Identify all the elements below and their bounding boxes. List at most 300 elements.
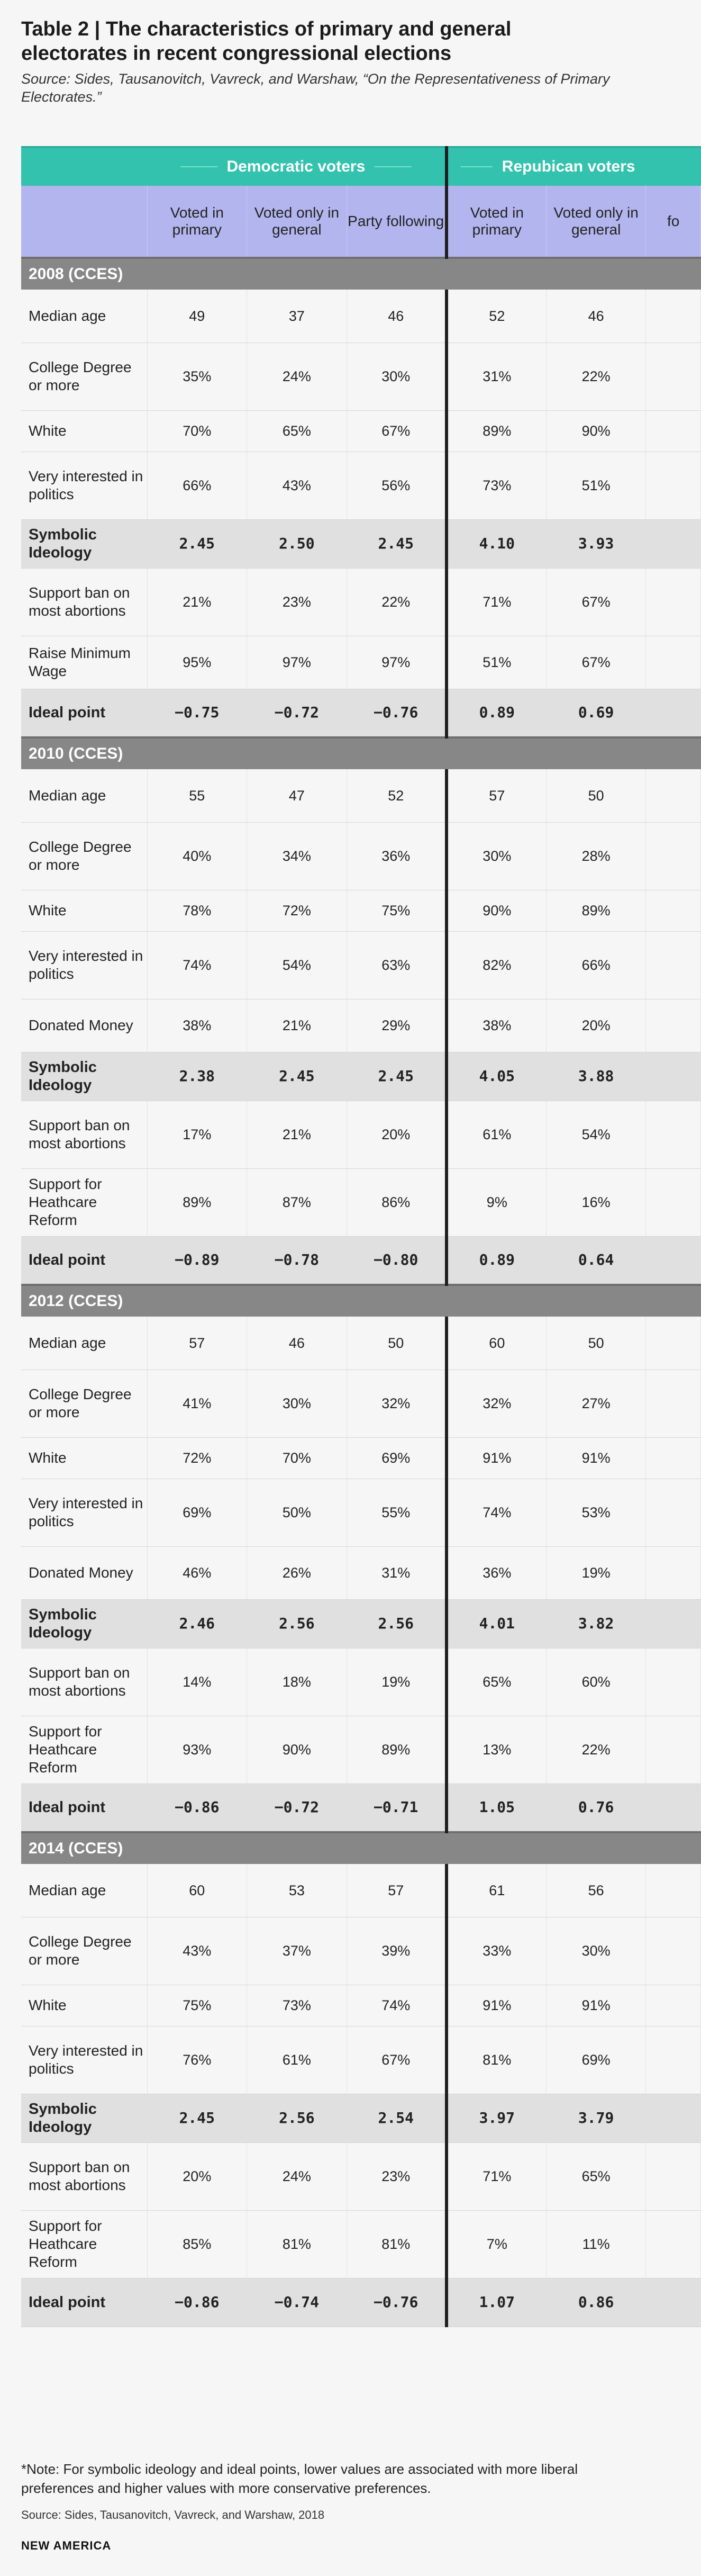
republican-voters-header xyxy=(447,147,701,186)
table-cell: 65% xyxy=(447,1648,547,1716)
table-cell: 50 xyxy=(546,1317,646,1370)
table-cell: 30% xyxy=(447,822,547,890)
table-cell: 2.46 xyxy=(147,1599,247,1648)
table-cell: 69% xyxy=(147,1479,247,1546)
table-cell: 3.88 xyxy=(546,1052,646,1101)
table-cell xyxy=(646,2094,701,2142)
table-row xyxy=(21,1716,701,1784)
table-row xyxy=(21,1052,701,1101)
table-cell: 73% xyxy=(447,452,547,519)
table-cell: 57 xyxy=(147,1317,247,1370)
table-cell xyxy=(646,2026,701,2094)
header-rule xyxy=(180,166,217,167)
row-label: Median age xyxy=(21,1317,147,1370)
table-row xyxy=(21,1784,701,1832)
row-label: Median age xyxy=(21,769,147,822)
row-label: Support for Heathcare Reform xyxy=(21,1168,147,1236)
table-cell: 9% xyxy=(447,1168,547,1236)
table-cell: 34% xyxy=(247,822,347,890)
table-cell: 74% xyxy=(447,1479,547,1546)
table-cell xyxy=(646,1052,701,1101)
table-cell: −0.89 xyxy=(147,1236,247,1285)
table-cell: 40% xyxy=(147,822,247,890)
column-header-spacer xyxy=(21,186,147,258)
table-cell: 53% xyxy=(546,1479,646,1546)
table-cell: 13% xyxy=(447,1716,547,1784)
row-label: White xyxy=(21,890,147,931)
table-cell: 36% xyxy=(347,822,447,890)
table-cell: 22% xyxy=(546,1716,646,1784)
table-cell: 32% xyxy=(347,1370,447,1437)
row-label: Symbolic Ideology xyxy=(21,1052,147,1101)
table-cell: 0.69 xyxy=(546,689,646,737)
section-heading: 2014 (CCES) xyxy=(21,1832,701,1864)
table-cell xyxy=(646,1784,701,1832)
row-label: Median age xyxy=(21,1864,147,1917)
table-cell xyxy=(646,1479,701,1546)
table-cell: 30% xyxy=(546,1917,646,1985)
table-cell xyxy=(646,1599,701,1648)
table-cell: −0.74 xyxy=(247,2278,347,2327)
table-cell: 89% xyxy=(147,1168,247,1236)
table-cell xyxy=(646,452,701,519)
republican-voters-label: Repubican voters xyxy=(502,158,635,175)
table-row xyxy=(21,999,701,1052)
header-rule xyxy=(461,166,493,167)
table-cell: 60% xyxy=(546,1648,646,1716)
table-cell: 53 xyxy=(247,1864,347,1917)
footnote: *Note: For symbolic ideology and ideal points, lower values are associated with more liberal preferences and higher values with more conservative preferences. xyxy=(21,2461,578,2496)
table-cell xyxy=(646,1648,701,1716)
table-cell xyxy=(646,1437,701,1479)
table-cell: 35% xyxy=(147,343,247,410)
table-cell: 74% xyxy=(147,931,247,999)
table-cell xyxy=(646,568,701,636)
table-cell: 38% xyxy=(147,999,247,1052)
table-cell: 20% xyxy=(546,999,646,1052)
group-header-spacer xyxy=(21,147,147,186)
row-label: Support ban on most abortions xyxy=(21,1648,147,1716)
table-cell: 28% xyxy=(546,822,646,890)
row-label: White xyxy=(21,1437,147,1479)
table-cell: 20% xyxy=(347,1101,447,1168)
row-label: Symbolic Ideology xyxy=(21,2094,147,2142)
table-cell: 61% xyxy=(247,2026,347,2094)
table-cell: 11% xyxy=(546,2210,646,2278)
row-label: Support for Heathcare Reform xyxy=(21,2210,147,2278)
row-label: Symbolic Ideology xyxy=(21,519,147,568)
table-cell: 93% xyxy=(147,1716,247,1784)
table-cell xyxy=(646,1985,701,2026)
table-cell: 20% xyxy=(147,2142,247,2210)
column-header: fo xyxy=(646,186,701,258)
table-cell: 16% xyxy=(546,1168,646,1236)
table-row xyxy=(21,343,701,410)
table-cell: −0.72 xyxy=(247,1784,347,1832)
table-cell xyxy=(646,1101,701,1168)
table-cell: 46% xyxy=(147,1546,247,1599)
table-cell: 71% xyxy=(447,2142,547,2210)
table-cell: 24% xyxy=(247,2142,347,2210)
table-cell xyxy=(646,1716,701,1784)
table-cell: −0.76 xyxy=(347,2278,447,2327)
source-citation-top: Source: Sides, Tausanovitch, Vavreck, and Warshaw, “On the Representativeness of Primary Electorates.” xyxy=(21,71,610,105)
table-cell: 71% xyxy=(447,568,547,636)
table-cell: 67% xyxy=(347,410,447,452)
table-row xyxy=(21,1864,701,1917)
table-cell: 2.45 xyxy=(347,519,447,568)
table-cell: 2.54 xyxy=(347,2094,447,2142)
table-cell: 66% xyxy=(546,931,646,999)
table-row xyxy=(21,1317,701,1370)
row-label: White xyxy=(21,1985,147,2026)
column-header-row xyxy=(21,186,701,258)
table-cell: 3.82 xyxy=(546,1599,646,1648)
brand-logo-text: NEW AMERICA xyxy=(21,2539,112,2552)
table-cell xyxy=(646,890,701,931)
row-label: Ideal point xyxy=(21,1236,147,1285)
table-cell: 50 xyxy=(546,769,646,822)
table-cell: 91% xyxy=(447,1437,547,1479)
table-cell xyxy=(646,822,701,890)
row-label: White xyxy=(21,410,147,452)
table-cell: 85% xyxy=(147,2210,247,2278)
table-cell: 2.38 xyxy=(147,1052,247,1101)
table-row xyxy=(21,1917,701,1985)
header-rule xyxy=(375,166,412,167)
table-cell: 17% xyxy=(147,1101,247,1168)
source-citation-bottom: Source: Sides, Tausanovitch, Vavreck, and Warshaw, 2018 xyxy=(21,2508,325,2521)
section-header-row xyxy=(21,258,701,290)
table-cell xyxy=(646,410,701,452)
table-cell: 22% xyxy=(347,568,447,636)
table-cell: 73% xyxy=(247,1985,347,2026)
table-row xyxy=(21,290,701,343)
table-cell: 23% xyxy=(347,2142,447,2210)
table-cell: 67% xyxy=(347,2026,447,2094)
table-cell: 60 xyxy=(147,1864,247,1917)
table-cell: 46 xyxy=(247,1317,347,1370)
table-cell: 33% xyxy=(447,1917,547,1985)
table-row xyxy=(21,890,701,931)
table-cell: 46 xyxy=(546,290,646,343)
row-label: Very interested in politics xyxy=(21,452,147,519)
table-cell: 69% xyxy=(546,2026,646,2094)
table-cell: 70% xyxy=(147,410,247,452)
group-header-row xyxy=(21,147,701,186)
table-cell: 72% xyxy=(247,890,347,931)
table-cell: 19% xyxy=(546,1546,646,1599)
table-cell xyxy=(646,999,701,1052)
table-cell: 67% xyxy=(546,568,646,636)
table-cell: 74% xyxy=(347,1985,447,2026)
table-row xyxy=(21,1168,701,1236)
table-cell: 3.79 xyxy=(546,2094,646,2142)
table-row xyxy=(21,2094,701,2142)
table-cell: 2.45 xyxy=(347,1052,447,1101)
row-label: Very interested in politics xyxy=(21,2026,147,2094)
table-cell: 31% xyxy=(347,1546,447,1599)
table-cell: 0.89 xyxy=(447,689,547,737)
table-cell xyxy=(646,343,701,410)
table-row xyxy=(21,769,701,822)
table-cell xyxy=(646,1370,701,1437)
table-cell xyxy=(646,1236,701,1285)
table-cell: 41% xyxy=(147,1370,247,1437)
table-cell: 3.93 xyxy=(546,519,646,568)
row-label: Support ban on most abortions xyxy=(21,2142,147,2210)
section-header-row xyxy=(21,737,701,769)
table-cell: 75% xyxy=(347,890,447,931)
column-header: Voted in primary xyxy=(447,186,547,258)
table-cell: 81% xyxy=(447,2026,547,2094)
table-row xyxy=(21,1599,701,1648)
table-cell: 32% xyxy=(447,1370,547,1437)
table-cell: 39% xyxy=(347,1917,447,1985)
table-cell: 2.56 xyxy=(247,1599,347,1648)
table-cell: 2.45 xyxy=(147,519,247,568)
column-header: Voted only in general xyxy=(247,186,347,258)
table-cell: 69% xyxy=(347,1437,447,1479)
table-cell: 57 xyxy=(347,1864,447,1917)
table-cell: 90% xyxy=(247,1716,347,1784)
table-cell: 22% xyxy=(546,343,646,410)
table-cell: 55% xyxy=(347,1479,447,1546)
table-row xyxy=(21,2142,701,2210)
table-row xyxy=(21,2026,701,2094)
column-header: Voted only in general xyxy=(546,186,646,258)
table-cell: 66% xyxy=(147,452,247,519)
table-cell: 4.05 xyxy=(447,1052,547,1101)
table-cell: 82% xyxy=(447,931,547,999)
table-cell: 38% xyxy=(447,999,547,1052)
table-row xyxy=(21,2210,701,2278)
row-label: Donated Money xyxy=(21,1546,147,1599)
row-label: Ideal point xyxy=(21,1784,147,1832)
table-cell: 91% xyxy=(546,1437,646,1479)
table-cell: 18% xyxy=(247,1648,347,1716)
table-cell: 81% xyxy=(347,2210,447,2278)
table-cell: 21% xyxy=(247,1101,347,1168)
table-cell: 95% xyxy=(147,636,247,689)
table-cell: 54% xyxy=(247,931,347,999)
table-row xyxy=(21,689,701,737)
table-cell: 63% xyxy=(347,931,447,999)
column-header: Voted in primary xyxy=(147,186,247,258)
table-row xyxy=(21,519,701,568)
table-cell xyxy=(646,769,701,822)
table-row xyxy=(21,822,701,890)
table-cell: 21% xyxy=(247,999,347,1052)
table-cell xyxy=(646,931,701,999)
table-cell: 30% xyxy=(347,343,447,410)
table-cell: 75% xyxy=(147,1985,247,2026)
table-cell: 37% xyxy=(247,1917,347,1985)
table-cell: 14% xyxy=(147,1648,247,1716)
table-cell: 65% xyxy=(546,2142,646,2210)
table-cell: 56 xyxy=(546,1864,646,1917)
table-cell: 91% xyxy=(546,1985,646,2026)
table-row xyxy=(21,931,701,999)
table-cell xyxy=(646,1168,701,1236)
row-label: Very interested in politics xyxy=(21,931,147,999)
table-cell: 4.01 xyxy=(447,1599,547,1648)
table-cell: 46 xyxy=(347,290,447,343)
table-cell: 52 xyxy=(347,769,447,822)
table-cell: −0.86 xyxy=(147,2278,247,2327)
table-row xyxy=(21,452,701,519)
table-cell: 1.07 xyxy=(447,2278,547,2327)
table-title: Table 2 | The characteristics of primary and general electorates in recent congressional elections xyxy=(21,18,512,65)
row-label: College Degree or more xyxy=(21,1370,147,1437)
table-cell: 50 xyxy=(347,1317,447,1370)
table-cell: −0.76 xyxy=(347,689,447,737)
table-cell: −0.75 xyxy=(147,689,247,737)
table-cell: 2.56 xyxy=(347,1599,447,1648)
table-row xyxy=(21,2278,701,2327)
table-cell: 89% xyxy=(347,1716,447,1784)
democratic-voters-header xyxy=(147,147,447,186)
section-heading: 2012 (CCES) xyxy=(21,1285,701,1317)
table-cell: 29% xyxy=(347,999,447,1052)
table-cell: −0.72 xyxy=(247,689,347,737)
table-cell: 72% xyxy=(147,1437,247,1479)
table-cell: 43% xyxy=(147,1917,247,1985)
table-cell: 51% xyxy=(546,452,646,519)
table-cell: 27% xyxy=(546,1370,646,1437)
table-cell: 55 xyxy=(147,769,247,822)
row-label: Very interested in politics xyxy=(21,1479,147,1546)
table-row xyxy=(21,1101,701,1168)
table-cell: 19% xyxy=(347,1648,447,1716)
table-cell: 86% xyxy=(347,1168,447,1236)
row-label: Raise Minimum Wage xyxy=(21,636,147,689)
characteristics-table xyxy=(21,146,701,2327)
table-cell xyxy=(646,1917,701,1985)
table-cell xyxy=(646,519,701,568)
table-row xyxy=(21,1236,701,1285)
row-label: College Degree or more xyxy=(21,1917,147,1985)
table-cell: 61 xyxy=(447,1864,547,1917)
table-cell: 89% xyxy=(447,410,547,452)
table-cell: 78% xyxy=(147,890,247,931)
table-cell: 91% xyxy=(447,1985,547,2026)
table-cell: 47 xyxy=(247,769,347,822)
table-body xyxy=(21,258,701,2327)
table-cell: 97% xyxy=(347,636,447,689)
table-row xyxy=(21,1370,701,1437)
democratic-voters-label: Democratic voters xyxy=(226,158,366,175)
table-cell: 36% xyxy=(447,1546,547,1599)
row-label: College Degree or more xyxy=(21,343,147,410)
table-cell: 90% xyxy=(546,410,646,452)
table-cell: 54% xyxy=(546,1101,646,1168)
table-cell xyxy=(646,636,701,689)
table-cell: 0.64 xyxy=(546,1236,646,1285)
table-cell: 26% xyxy=(247,1546,347,1599)
table-row xyxy=(21,636,701,689)
table-cell: 51% xyxy=(447,636,547,689)
column-header: Party following xyxy=(347,186,447,258)
table-cell xyxy=(646,2210,701,2278)
row-label: Support ban on most abortions xyxy=(21,568,147,636)
table-cell: 90% xyxy=(447,890,547,931)
table-cell xyxy=(646,689,701,737)
table-cell: −0.71 xyxy=(347,1784,447,1832)
table-row xyxy=(21,568,701,636)
row-label: College Degree or more xyxy=(21,822,147,890)
table-cell: 24% xyxy=(247,343,347,410)
row-label: Support ban on most abortions xyxy=(21,1101,147,1168)
table-cell: 0.76 xyxy=(546,1784,646,1832)
table-cell: 43% xyxy=(247,452,347,519)
table-row xyxy=(21,1985,701,2026)
table-cell: 30% xyxy=(247,1370,347,1437)
table-cell: 7% xyxy=(447,2210,547,2278)
row-label: Ideal point xyxy=(21,2278,147,2327)
table-cell xyxy=(646,1864,701,1917)
table-cell: 31% xyxy=(447,343,547,410)
row-label: Symbolic Ideology xyxy=(21,1599,147,1648)
section-heading: 2008 (CCES) xyxy=(21,258,701,290)
table-cell: 81% xyxy=(247,2210,347,2278)
row-label: Median age xyxy=(21,290,147,343)
table-cell: 49 xyxy=(147,290,247,343)
table-row xyxy=(21,1479,701,1546)
table-cell xyxy=(646,1546,701,1599)
table-cell: 3.97 xyxy=(447,2094,547,2142)
table-cell: 52 xyxy=(447,290,547,343)
row-label: Support for Heathcare Reform xyxy=(21,1716,147,1784)
table-cell: 97% xyxy=(247,636,347,689)
table-cell: 2.45 xyxy=(147,2094,247,2142)
table-row xyxy=(21,1437,701,1479)
row-label: Ideal point xyxy=(21,689,147,737)
table-cell xyxy=(646,290,701,343)
table-cell: 2.50 xyxy=(247,519,347,568)
table-cell: 60 xyxy=(447,1317,547,1370)
row-label: Donated Money xyxy=(21,999,147,1052)
table-row xyxy=(21,410,701,452)
table-cell xyxy=(646,2278,701,2327)
table-cell: 57 xyxy=(447,769,547,822)
table-cell xyxy=(646,1317,701,1370)
table-cell: 65% xyxy=(247,410,347,452)
table-cell: 37 xyxy=(247,290,347,343)
section-header-row xyxy=(21,1832,701,1864)
table-cell: 4.10 xyxy=(447,519,547,568)
table-cell: −0.78 xyxy=(247,1236,347,1285)
table-scroll-container[interactable] xyxy=(21,146,680,2455)
table-cell: 89% xyxy=(546,890,646,931)
table-cell: 70% xyxy=(247,1437,347,1479)
table-cell: 23% xyxy=(247,568,347,636)
table-cell: 67% xyxy=(546,636,646,689)
table-cell: −0.80 xyxy=(347,1236,447,1285)
table-cell: 76% xyxy=(147,2026,247,2094)
section-header-row xyxy=(21,1285,701,1317)
table-cell: 87% xyxy=(247,1168,347,1236)
table-cell: 1.05 xyxy=(447,1784,547,1832)
section-heading: 2010 (CCES) xyxy=(21,737,701,769)
table-cell: 2.56 xyxy=(247,2094,347,2142)
table-cell: 56% xyxy=(347,452,447,519)
table-cell xyxy=(646,2142,701,2210)
table-cell: 2.45 xyxy=(247,1052,347,1101)
table-row xyxy=(21,1546,701,1599)
table-row xyxy=(21,1648,701,1716)
table-cell: 0.89 xyxy=(447,1236,547,1285)
